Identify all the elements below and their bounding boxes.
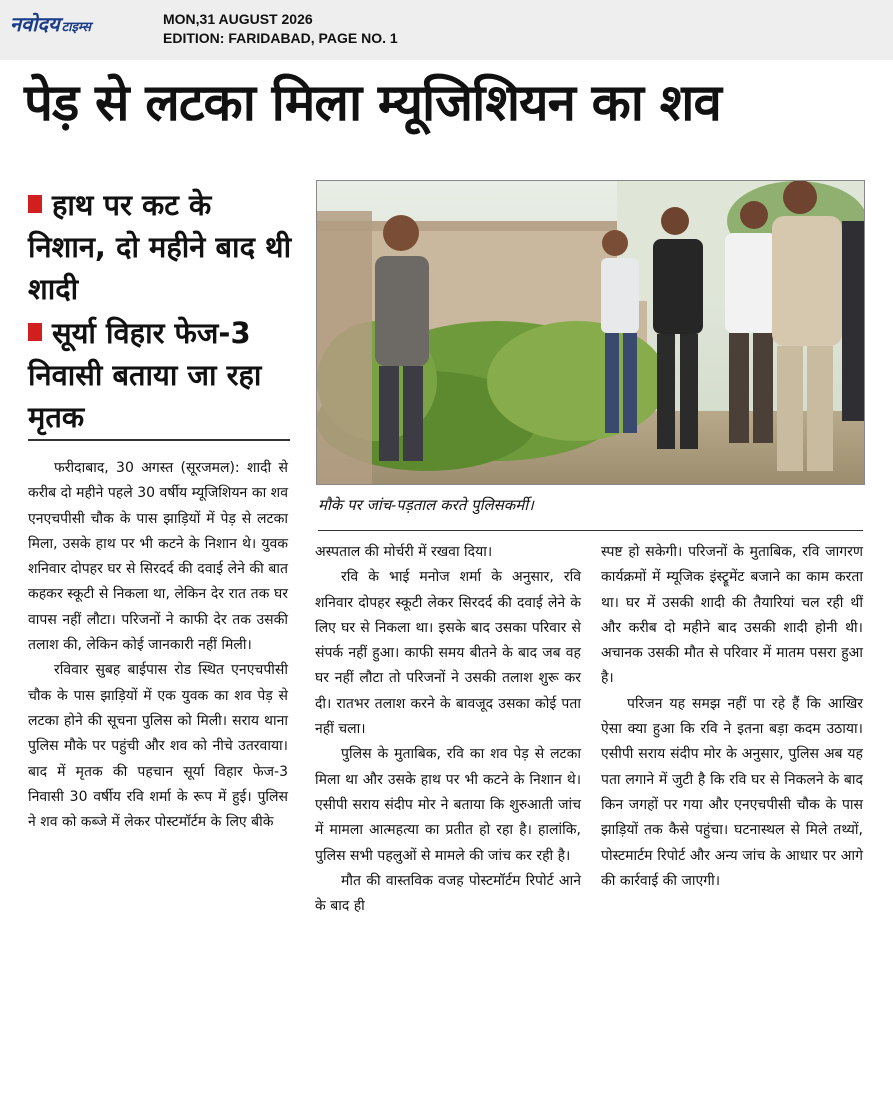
newspaper-logo — [10, 10, 91, 37]
masthead-bar — [0, 0, 893, 60]
divider — [318, 530, 863, 531]
paragraph: अस्पताल की मोर्चरी में रखवा दिया। — [315, 544, 493, 560]
edition-info — [163, 10, 398, 48]
article-headline: पेड़ से लटका मिला म्यूजिशियन का शव — [24, 74, 721, 133]
subheadline-1 — [28, 184, 296, 310]
paragraph: मौत की वास्तविक वजह पोस्टमॉर्टम रिपोर्ट आने के बाद ही — [315, 872, 581, 915]
red-square-bullet-icon — [28, 195, 42, 213]
subheadline-2-text: सूर्या विहार फेज-3 निवासी बताया जा रहा मृतक — [28, 316, 262, 434]
edition-line: EDITION: FARIDABAD, PAGE NO. 1 — [163, 30, 398, 46]
paragraph: स्पष्ट हो सकेगी। परिजनों के मुताबिक, रवि जागरण कार्यक्रमों में म्यूजिक इंस्ट्रूमेंट बजाने का काम करता था। घर में उसकी शादी की तैयारियां चल रही थीं और करीब दो महीने बाद उसकी शादी होनी थी। अचानक उसकी मौत से परिवार में मातम पसरा हुआ है। — [601, 544, 863, 687]
issue-date: MON,31 AUGUST 2026 — [163, 11, 313, 27]
red-square-bullet-icon — [28, 323, 42, 341]
article-column-1 — [28, 456, 288, 835]
article-column-2 — [315, 540, 581, 919]
subheadline-1-text: हाथ पर कट के निशान, दो महीने बाद थी शादी — [28, 188, 292, 306]
photo-caption: मौके पर जांच-पड़ताल करते पुलिसकर्मी। — [318, 496, 534, 514]
paragraph: रवि के भाई मनोज शर्मा के अनुसार, रवि शनिवार दोपहर स्कूटी लेकर सिरदर्द की दवाई लेने के लिए घर से निकला था। इसके बाद उसका परिवार से संपर्क नहीं हुआ। काफी समय बीतने के बाद जब वह घर नहीं लौटा तो परिजनों ने उसकी तलाश शुरू कर दी। रातभर तलाश करने के बावजूद उसका कोई पता नहीं चला। — [315, 569, 581, 738]
paragraph: फरीदाबाद, 30 अगस्त (सूरजमल): शादी से करीब दो महीने पहले 30 वर्षीय म्यूजिशियन का शव एनएचपीसी चौक के पास झाड़ियों में पेड़ से लटका मिला, उसके हाथ पर भी कटने के निशान थे। युवक शनिवार दोपहर घर से सिरदर्द की दवाई लेने की बात कहकर स्कूटी से निकला था, लेकिन देर रात तक घर वापस नहीं लौटा। परिजनों ने काफी देर तक उसकी तलाश की, लेकिन कोई जानकारी नहीं मिली। — [28, 460, 288, 654]
news-photo — [316, 180, 865, 485]
divider — [28, 439, 290, 441]
news-photo-image — [317, 181, 864, 484]
logo-sub-text: टाइम्स — [61, 20, 91, 35]
paragraph: पुलिस के मुताबिक, रवि का शव पेड़ से लटका मिला था और उसके हाथ पर भी कटने के निशान थे। एसीपी सराय संदीप मोर ने बताया कि शुरुआती जांच में मामला आत्महत्या का प्रतीत हो रहा है। हालांकि, पुलिस सभी पहलुओं से मामले की जांच कर रही है। — [315, 746, 581, 864]
paragraph: रविवार सुबह बाईपास रोड स्थित एनएचपीसी चौक के पास झाड़ियों में एक युवक का शव पेड़ से लटका होने की सूचना पुलिस को मिली। सराय थाना पुलिस मौके पर पहुंची और शव को नीचे उतरवाया। बाद में मृतक की पहचान सूर्या विहार फेज-3 निवासी 30 वर्षीय रवि शर्मा के रूप में हुई। पुलिस ने शव को कब्जे में लेकर पोस्टमॉर्टम के लिए बीके — [28, 662, 288, 831]
logo-main-text: नवोदय — [10, 12, 60, 36]
subheadline-2 — [28, 312, 296, 438]
paragraph: परिजन यह समझ नहीं पा रहे हैं कि आखिर ऐसा क्या हुआ कि रवि ने इतना बड़ा कदम उठाया। एसीपी सराय संदीप मोर के अनुसार, पुलिस अब यह पता लगाने में जुटी है कि रवि घर से निकलने के बाद किन जगहों पर गया और एनएचपीसी चौक के पास झाड़ियों तक कैसे पहुंचा। घटनास्थल से मिले तथ्यों, पोस्टमार्टम रिपोर्ट और अन्य जांच के आधार पर आगे की कार्रवाई की जाएगी। — [601, 695, 863, 889]
article-column-3 — [601, 540, 863, 894]
